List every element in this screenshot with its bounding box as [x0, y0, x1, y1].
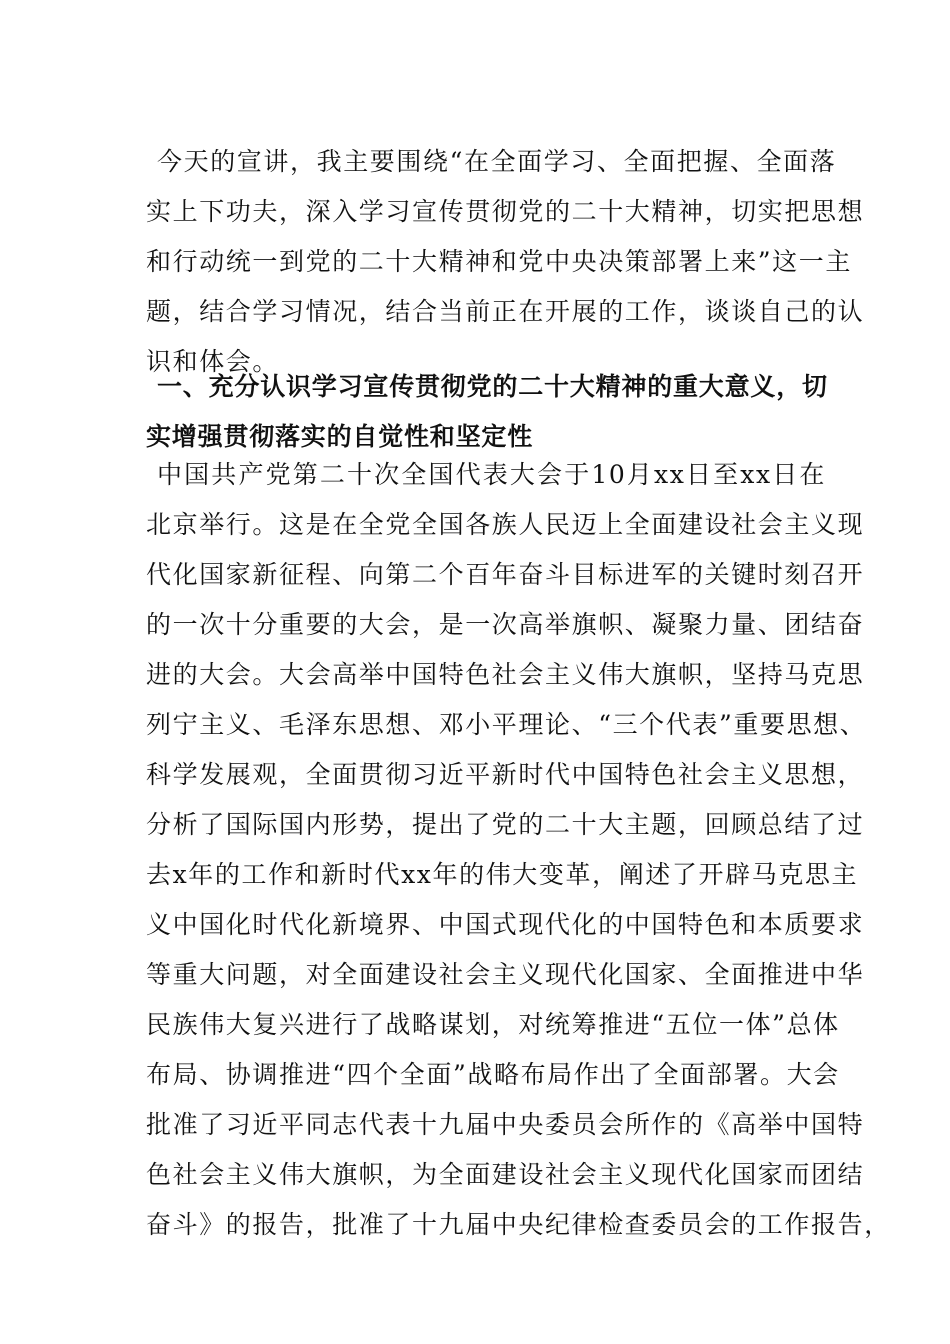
intro-line: 和行动统一到党的二十大精神和党中央决策部署上来”这一主: [146, 247, 852, 276]
body-line: 布局、协调推进“四个全面”战略布局作出了全面部署。大会: [146, 1060, 840, 1089]
body-line: 科学发展观，全面贯彻习近平新时代中国特色社会主义思想，: [146, 760, 865, 789]
intro-line: 实上下功夫，深入学习宣传贯彻党的二十大精神，切实把思想: [146, 197, 865, 226]
intro-line: 题，结合学习情况，结合当前正在开展的工作，谈谈自己的认: [146, 297, 865, 326]
intro-line: 识和体会。: [146, 347, 280, 376]
body-line: 中国共产党第二十次全国代表大会于10月xx日至xx日在: [157, 460, 826, 489]
heading-line: 一、充分认识学习宣传贯彻党的二十大精神的重大意义，切: [157, 372, 828, 401]
body-line: 代化国家新征程、向第二个百年奋斗目标进军的关键时刻召开: [146, 560, 865, 589]
body-line: 进的大会。大会高举中国特色社会主义伟大旗帜，坚持马克思: [146, 660, 865, 689]
intro-line: 今天的宣讲，我主要围绕“在全面学习、全面把握、全面落: [157, 147, 837, 176]
body-line: 民族伟大复兴进行了战略谋划，对统筹推进“五位一体”总体: [146, 1010, 840, 1039]
body-line: 义中国化时代化新境界、中国式现代化的中国特色和本质要求: [146, 910, 865, 939]
body-line: 北京举行。这是在全党全国各族人民迈上全面建设社会主义现: [146, 510, 865, 539]
body-line: 奋斗》的报告，批准了十九届中央纪律检查委员会的工作报告，: [146, 1210, 891, 1239]
body-line: 色社会主义伟大旗帜，为全面建设社会主义现代化国家而团结: [146, 1160, 865, 1189]
body-line: 去x年的工作和新时代xx年的伟大变革，阐述了开辟马克思主: [146, 860, 859, 889]
heading-line: 实增强贯彻落实的自觉性和坚定性: [146, 422, 534, 451]
section-heading: [146, 362, 826, 462]
body-line: 的一次十分重要的大会，是一次高举旗帜、凝聚力量、团结奋: [146, 610, 865, 639]
body-line: 分析了国际国内形势，提出了党的二十大主题，回顾总结了过: [146, 810, 865, 839]
body-paragraph: [146, 450, 891, 1250]
body-line: 批准了习近平同志代表十九届中央委员会所作的《高举中国特: [146, 1110, 865, 1139]
body-line: 等重大问题，对全面建设社会主义现代化国家、全面推进中华: [146, 960, 865, 989]
intro-paragraph: [146, 137, 865, 387]
body-line: 列宁主义、毛泽东思想、邓小平理论、“三个代表”重要思想、: [146, 710, 867, 739]
